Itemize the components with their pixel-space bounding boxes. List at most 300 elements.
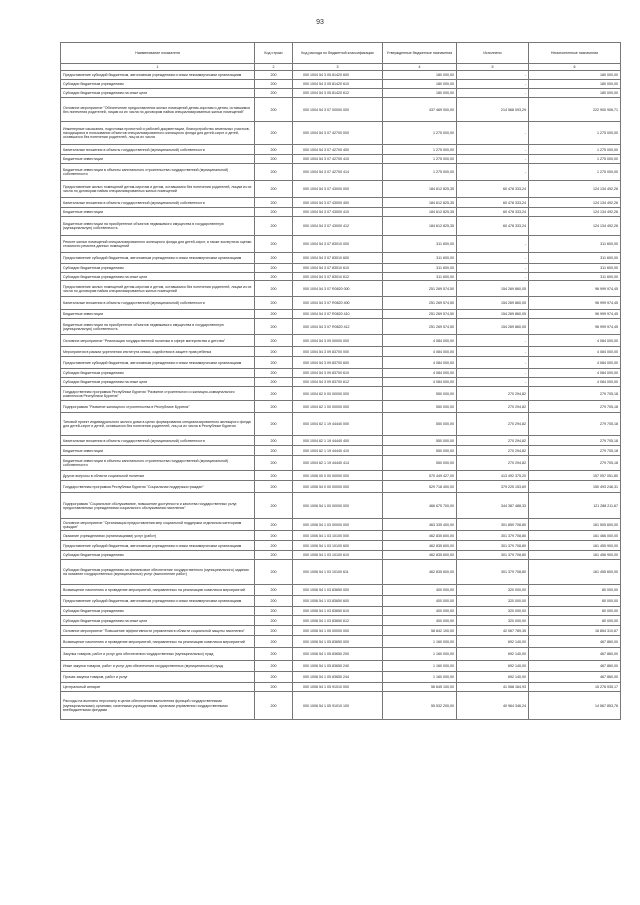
header-unexecuted: Неисполненные назначения [529, 43, 621, 64]
cell-line-code: 200 [255, 616, 293, 626]
cell-line-code: 200 [255, 281, 293, 297]
cell-name: Государственная программа Республики Бурятия "Развитие строительного и жилищно-коммунального комплексов Республики Бурятия" [61, 387, 255, 401]
cell-line-code: 200 [255, 481, 293, 493]
cell-executed: 60 478 333,24 [457, 208, 529, 217]
cell-line-code: 200 [255, 145, 293, 155]
cell-name: Мероприятия в рамках укрепления института семьи, содействия в защите прав ребенка [61, 347, 255, 357]
column-number: 2 [255, 64, 293, 71]
header-budget-code: Код расхода по бюджетной классификации [293, 43, 383, 64]
cell-line-code: 200 [255, 672, 293, 683]
column-number-row [61, 64, 621, 71]
cell-budget-code: 000 1004 54 3 09 83700 612 [293, 378, 383, 387]
cell-executed: 320 000,00 [457, 616, 529, 626]
cell-unexecuted: 180 000,00 [529, 80, 621, 89]
cell-unexecuted: 222 900 906,71 [529, 98, 621, 122]
table-row [61, 481, 621, 493]
cell-budget-code: 000 1004 54 3 09 83700 600 [293, 357, 383, 369]
table-row [61, 208, 621, 217]
cell-line-code: 200 [255, 436, 293, 446]
cell-approved: 251 269 574,50 [383, 310, 457, 319]
cell-line-code: 200 [255, 493, 293, 519]
cell-approved: 400 000,00 [383, 596, 457, 607]
table-row [61, 297, 621, 310]
table-row [61, 98, 621, 122]
cell-line-code: 200 [255, 335, 293, 347]
cell-approved: 550 000,00 [383, 413, 457, 436]
cell-executed: 692 140,00 [457, 672, 529, 683]
cell-budget-code: 000 1004 54 3 07 R0820 400 [293, 297, 383, 310]
cell-unexecuted: 124 134 492,26 [529, 217, 621, 236]
cell-name: Предоставление субсидий бюджетным, автономным учреждениям и иным некоммерческим организациям [61, 357, 255, 369]
cell-executed: 40 964 346,24 [457, 692, 529, 720]
cell-unexecuted: 124 134 492,26 [529, 181, 621, 198]
cell-executed: - [457, 273, 529, 281]
budget-execution-table [60, 42, 621, 720]
cell-name: Бюджетные инвестиции [61, 155, 255, 164]
cell-name: Бюджетные инвестиции [61, 446, 255, 456]
cell-budget-code: 000 1004 54 3 07 43000 412 [293, 217, 383, 236]
cell-line-code: 200 [255, 456, 293, 471]
table-row [61, 401, 621, 413]
cell-approved: 1 275 000,00 [383, 122, 457, 145]
cell-unexecuted: 180 000,00 [529, 71, 621, 80]
header-line-code: Код строки [255, 43, 293, 64]
cell-executed: 270 294,82 [457, 413, 529, 436]
cell-name: Закупка товаров, работ и услуг для обеспечения государственных (муниципальных) нужд [61, 648, 255, 661]
cell-approved: 1 275 000,00 [383, 155, 457, 164]
cell-budget-code: 000 1006 54 1 05 83650 000 [293, 636, 383, 648]
cell-unexecuted: 14 567 853,76 [529, 692, 621, 720]
cell-budget-code: 000 1006 54 1 05 91010 000 [293, 683, 383, 692]
cell-unexecuted: 4 084 000,00 [529, 335, 621, 347]
cell-unexecuted: 124 134 492,26 [529, 198, 621, 208]
cell-unexecuted: 80 000,00 [529, 616, 621, 626]
cell-budget-code: 000 1006 54 1 05 83650 240 [293, 661, 383, 672]
cell-line-code: 200 [255, 357, 293, 369]
column-number: 6 [529, 64, 621, 71]
table-row [61, 551, 621, 560]
cell-unexecuted: 1 275 000,00 [529, 164, 621, 181]
cell-name: Капитальные вложения в объекты государственной (муниципальной) собственности [61, 198, 255, 208]
cell-executed: - [457, 164, 529, 181]
cell-name: Расходы на выплаты персоналу в целях обеспечения выполнения функций государственными (муниципальными) органами, казенными учреждениями, органами управления государственными внебюджетными фондами [61, 692, 255, 720]
cell-unexecuted: 1 275 000,00 [529, 122, 621, 145]
table-row [61, 692, 621, 720]
cell-approved: 1 160 000,00 [383, 648, 457, 661]
cell-budget-code: 000 1004 54 3 09 83700 610 [293, 369, 383, 378]
cell-line-code: 200 [255, 155, 293, 164]
table-row [61, 626, 621, 636]
cell-approved: 311 600,00 [383, 264, 457, 273]
cell-executed: 154 269 860,05 [457, 281, 529, 297]
cell-unexecuted: 121 288 211,67 [529, 493, 621, 519]
cell-unexecuted: 180 000,00 [529, 89, 621, 98]
cell-name: Бюджетные инвестиции [61, 208, 255, 217]
cell-approved: 550 000,00 [383, 436, 457, 446]
table-row [61, 531, 621, 541]
cell-unexecuted: 161 455 900,00 [529, 541, 621, 551]
cell-budget-code: 000 1004 54 3 07 R0820 000 [293, 281, 383, 297]
cell-approved: 184 612 825,35 [383, 217, 457, 236]
table-row [61, 71, 621, 80]
cell-budget-code: 000 1004 62 1 19 44440 400 [293, 436, 383, 446]
cell-budget-code: 000 1006 54 1 03 10100 610 [293, 551, 383, 560]
cell-unexecuted: 124 134 492,26 [529, 208, 621, 217]
cell-approved: 570 449 427,00 [383, 471, 457, 481]
cell-approved: 400 000,00 [383, 607, 457, 616]
table-row [61, 198, 621, 208]
table-row [61, 596, 621, 607]
cell-line-code: 200 [255, 378, 293, 387]
cell-line-code: 200 [255, 297, 293, 310]
table-row [61, 253, 621, 264]
table-row [61, 456, 621, 471]
cell-budget-code: 000 1004 54 3 07 43000 400 [293, 198, 383, 208]
cell-executed: 379 225 153,69 [457, 481, 529, 493]
cell-unexecuted: 15 276 935,17 [529, 683, 621, 692]
cell-line-code: 200 [255, 607, 293, 616]
cell-unexecuted: 4 084 000,00 [529, 369, 621, 378]
cell-line-code: 200 [255, 71, 293, 80]
cell-name: Подпрограмма "Социальное обслуживание, повышение доступности и качества государственных услуг, предоставляемых учреждениями социального обслуживания населения" [61, 493, 255, 519]
table-row [61, 672, 621, 683]
cell-executed: 301 859 708,80 [457, 519, 529, 531]
cell-budget-code: 000 1006 54 1 05 83650 200 [293, 648, 383, 661]
cell-name: Государственная программа Республики Бурятия "Социальная поддержка граждан" [61, 481, 255, 493]
cell-line-code: 200 [255, 551, 293, 560]
cell-approved: 550 000,00 [383, 456, 457, 471]
cell-name: Основное мероприятие "Организация предоставления мер социальной поддержки отдельным категориям граждан" [61, 519, 255, 531]
cell-line-code: 200 [255, 80, 293, 89]
cell-line-code: 200 [255, 319, 293, 335]
cell-unexecuted: 161 505 600,00 [529, 519, 621, 531]
cell-line-code: 200 [255, 596, 293, 607]
cell-approved: 437 469 000,00 [383, 98, 457, 122]
cell-line-code: 200 [255, 273, 293, 281]
cell-line-code: 200 [255, 636, 293, 648]
cell-executed: - [457, 71, 529, 80]
cell-budget-code: 000 1004 54 3 07 43000 410 [293, 208, 383, 217]
cell-name: Подпрограмма "Развитие жилищного строительства в Республике Бурятия" [61, 401, 255, 413]
cell-approved: 180 000,00 [383, 80, 457, 89]
cell-approved: 1 160 000,00 [383, 661, 457, 672]
table-row [61, 89, 621, 98]
table-row [61, 585, 621, 596]
cell-name: Иные закупки товаров, работ и услуг для обеспечения государственных (муниципальных) нужд [61, 661, 255, 672]
cell-budget-code: 000 1006 54 1 03 83650 612 [293, 616, 383, 626]
cell-executed: - [457, 122, 529, 145]
cell-name: Предоставление субсидий бюджетным, автономным учреждениям и иным некоммерческим организациям [61, 596, 255, 607]
cell-budget-code: 000 1006 54 1 03 10100 000 [293, 531, 383, 541]
cell-executed: - [457, 357, 529, 369]
cell-unexecuted: 279 705,18 [529, 413, 621, 436]
cell-executed: 270 294,82 [457, 401, 529, 413]
cell-name: Субсидии бюджетным учреждениям [61, 551, 255, 560]
cell-unexecuted: 4 084 000,00 [529, 357, 621, 369]
cell-name: Бюджетные инвестиции в объекты капитального строительства государственной (муниципальной) собственности [61, 164, 255, 181]
cell-executed: 344 387 488,33 [457, 493, 529, 519]
cell-executed: 692 140,00 [457, 661, 529, 672]
cell-name: Бюджетные инвестиции на приобретение объектов недвижимого имущества в государственную (муниципальную) собственность [61, 319, 255, 335]
table-row [61, 378, 621, 387]
cell-budget-code: 000 1004 54 3 05 81420 610 [293, 80, 383, 89]
table-row [61, 236, 621, 253]
cell-approved: 180 000,00 [383, 71, 457, 80]
cell-budget-code: 000 1006 54 1 03 83650 610 [293, 607, 383, 616]
cell-name: Предоставление жилых помещений детям-сиротам и детям, оставшимся без попечения родителей, лицам из их числа по договорам найма специализированных жилых помещений [61, 281, 255, 297]
table-row [61, 607, 621, 616]
cell-budget-code: 000 1006 54 1 03 10100 611 [293, 560, 383, 585]
cell-approved: 466 675 700,00 [383, 493, 457, 519]
cell-name: Субсидии бюджетным учреждениям на иные цели [61, 378, 255, 387]
cell-approved: 529 718 400,00 [383, 481, 457, 493]
cell-unexecuted: 80 000,00 [529, 596, 621, 607]
cell-unexecuted: 4 084 000,00 [529, 378, 621, 387]
cell-executed: 154 269 860,05 [457, 310, 529, 319]
cell-budget-code: 000 1006 54 1 05 83650 244 [293, 672, 383, 683]
cell-name: Предоставление жилых помещений детям-сиротам и детям, оставшимся без попечения родителей, лицам из их числа по договорам найма специализированных жилых помещений [61, 181, 255, 198]
cell-unexecuted: 311 600,00 [529, 273, 621, 281]
cell-unexecuted: 467 860,00 [529, 636, 621, 648]
cell-unexecuted: 157 057 051,80 [529, 471, 621, 481]
cell-approved: 462 835 600,00 [383, 541, 457, 551]
cell-name: Основное мероприятие "Обеспечение предоставления жилых помещений детям-сиротам и детям, оставшимся без попечения родителей, лицам из их числа по договорам найма специализированных жилых помещений" [61, 98, 255, 122]
cell-name: Бюджетные инвестиции [61, 310, 255, 319]
cell-line-code: 200 [255, 401, 293, 413]
cell-approved: 400 000,00 [383, 585, 457, 596]
cell-line-code: 200 [255, 98, 293, 122]
cell-budget-code: 000 1004 62 1 19 44440 000 [293, 413, 383, 436]
cell-name: Субсидии бюджетным учреждениям на иные цели [61, 273, 255, 281]
cell-executed: 42 067 789,35 [457, 626, 529, 636]
cell-budget-code: 000 1004 54 3 07 42700 400 [293, 145, 383, 155]
table-row [61, 347, 621, 357]
cell-budget-code: 000 1004 54 3 07 R0820 412 [293, 319, 383, 335]
cell-name: Капитальные вложения в объекты государственной (муниципальной) собственности [61, 145, 255, 155]
cell-line-code: 200 [255, 519, 293, 531]
cell-approved: 4 084 000,00 [383, 369, 457, 378]
cell-unexecuted: 279 705,18 [529, 436, 621, 446]
cell-executed: - [457, 253, 529, 264]
table-row [61, 661, 621, 672]
cell-approved: 462 835 600,00 [383, 531, 457, 541]
cell-approved: 311 600,00 [383, 236, 457, 253]
cell-approved: 1 275 000,00 [383, 164, 457, 181]
table-row [61, 369, 621, 378]
cell-budget-code: 000 1006 54 1 03 10100 600 [293, 541, 383, 551]
cell-line-code: 200 [255, 471, 293, 481]
cell-executed: 270 294,82 [457, 436, 529, 446]
cell-executed: - [457, 155, 529, 164]
cell-approved: 400 000,00 [383, 616, 457, 626]
cell-executed: 320 000,00 [457, 607, 529, 616]
cell-executed: 60 478 333,24 [457, 198, 529, 208]
cell-name: Субсидии бюджетным учреждениям на иные цели [61, 89, 255, 98]
cell-executed: 692 140,00 [457, 648, 529, 661]
table-row [61, 155, 621, 164]
cell-budget-code: 000 1004 62 1 19 44440 414 [293, 456, 383, 471]
cell-approved: 4 084 000,00 [383, 347, 457, 357]
cell-line-code: 200 [255, 369, 293, 378]
header-approved: Утвержденные бюджетные назначения [383, 43, 457, 64]
cell-name: Другие вопросы в области социальной политики [61, 471, 255, 481]
cell-line-code: 200 [255, 661, 293, 672]
cell-line-code: 200 [255, 198, 293, 208]
cell-budget-code: 000 1004 62 0 00 00000 000 [293, 387, 383, 401]
cell-approved: 1 160 000,00 [383, 636, 457, 648]
cell-executed: - [457, 264, 529, 273]
cell-executed: 154 269 860,05 [457, 297, 529, 310]
cell-executed: - [457, 347, 529, 357]
column-number: 5 [457, 64, 529, 71]
cell-approved: 311 600,00 [383, 253, 457, 264]
cell-approved: 180 000,00 [383, 89, 457, 98]
table-row [61, 335, 621, 347]
cell-line-code: 200 [255, 560, 293, 585]
cell-budget-code: 000 1004 54 3 09 83700 000 [293, 347, 383, 357]
cell-name: Субсидии бюджетным учреждениям [61, 80, 255, 89]
table-row [61, 446, 621, 456]
cell-name: Возмещение населению и проведение мероприятий, направленных на реализацию комплекса мероприятий [61, 636, 255, 648]
cell-budget-code: 000 1004 54 3 07 43000 000 [293, 181, 383, 198]
table-row [61, 560, 621, 585]
cell-line-code: 200 [255, 164, 293, 181]
cell-budget-code: 000 1004 54 3 09 00000 000 [293, 335, 383, 347]
cell-name: Капитальные вложения в объекты государственной (муниципальной) собственности [61, 297, 255, 310]
cell-name: Предоставление субсидий бюджетным, автономным учреждениям и иным некоммерческим организациям [61, 71, 255, 80]
cell-unexecuted: 279 705,18 [529, 456, 621, 471]
cell-executed: 154 269 860,05 [457, 319, 529, 335]
cell-approved: 4 084 000,00 [383, 378, 457, 387]
cell-line-code: 200 [255, 310, 293, 319]
header-name: Наименование показателя [61, 43, 255, 64]
cell-line-code: 200 [255, 446, 293, 456]
cell-budget-code: 000 1004 54 3 07 83010 600 [293, 253, 383, 264]
cell-budget-code: 000 1004 54 3 07 R0820 410 [293, 310, 383, 319]
cell-budget-code: 000 1006 54 1 00 00000 000 [293, 493, 383, 519]
cell-unexecuted: 279 705,18 [529, 401, 621, 413]
cell-unexecuted: 161 456 900,00 [529, 551, 621, 560]
cell-line-code: 200 [255, 181, 293, 198]
cell-executed: 60 478 333,24 [457, 181, 529, 198]
table-row [61, 471, 621, 481]
cell-approved: 462 835 600,00 [383, 560, 457, 585]
table-row [61, 616, 621, 626]
table-row [61, 273, 621, 281]
cell-approved: 184 612 825,35 [383, 181, 457, 198]
cell-unexecuted: 96 999 974,45 [529, 281, 621, 297]
cell-approved: 56 645 100,00 [383, 683, 457, 692]
cell-approved: 311 600,00 [383, 273, 457, 281]
cell-unexecuted: 311 600,00 [529, 236, 621, 253]
table-row [61, 310, 621, 319]
cell-unexecuted: 80 000,00 [529, 585, 621, 596]
table-row [61, 264, 621, 273]
table-row [61, 541, 621, 551]
cell-line-code: 200 [255, 89, 293, 98]
cell-name: Бюджетные инвестиции в объекты капитального строительства государственной (муниципальной) собственности [61, 456, 255, 471]
cell-executed: - [457, 369, 529, 378]
cell-budget-code: 000 1006 54 1 05 00000 000 [293, 626, 383, 636]
cell-approved: 184 612 825,35 [383, 198, 457, 208]
cell-executed: 41 068 164,93 [457, 683, 529, 692]
cell-executed: 413 492 375,20 [457, 471, 529, 481]
cell-budget-code: 000 1004 54 3 07 83010 000 [293, 236, 383, 253]
cell-name: Субсидии бюджетным учреждениям [61, 369, 255, 378]
cell-unexecuted: 161 455 600,00 [529, 560, 621, 585]
cell-line-code: 200 [255, 541, 293, 551]
cell-unexecuted: 96 999 974,45 [529, 319, 621, 335]
cell-name: Субсидии бюджетным учреждениям [61, 607, 255, 616]
cell-executed: 301 379 708,80 [457, 531, 529, 541]
cell-budget-code: 000 1004 62 1 19 44440 410 [293, 446, 383, 456]
cell-line-code: 200 [255, 122, 293, 145]
cell-name: Ремонт жилых помещений специализированного жилищного фонда для детей-сирот, а также экспертиза оценки стоимости ремонта данных помещений [61, 236, 255, 253]
table-row [61, 493, 621, 519]
cell-budget-code: 000 1004 54 3 07 83010 612 [293, 273, 383, 281]
cell-executed: 320 000,00 [457, 585, 529, 596]
cell-budget-code: 000 1006 54 1 05 91010 100 [293, 692, 383, 720]
cell-unexecuted: 80 000,00 [529, 607, 621, 616]
table-row [61, 683, 621, 692]
cell-line-code: 200 [255, 347, 293, 357]
cell-line-code: 200 [255, 692, 293, 720]
cell-executed: 301 379 708,80 [457, 551, 529, 560]
table-row [61, 164, 621, 181]
cell-approved: 550 000,00 [383, 387, 457, 401]
cell-unexecuted: 150 493 246,31 [529, 481, 621, 493]
cell-unexecuted: 467 860,00 [529, 661, 621, 672]
cell-approved: 4 084 000,00 [383, 335, 457, 347]
table-row [61, 181, 621, 198]
cell-executed: 60 478 333,24 [457, 217, 529, 236]
cell-budget-code: 000 1006 54 0 00 00000 000 [293, 481, 383, 493]
table-row [61, 281, 621, 297]
cell-name: Бюджетные инвестиции на приобретение объектов недвижимого имущества в государственную (муниципальную) собственность [61, 217, 255, 236]
cell-approved: 1 160 000,00 [383, 672, 457, 683]
table-row [61, 122, 621, 145]
cell-line-code: 200 [255, 217, 293, 236]
cell-name: Центральный аппарат [61, 683, 255, 692]
cell-line-code: 200 [255, 236, 293, 253]
column-number: 4 [383, 64, 457, 71]
table-row [61, 436, 621, 446]
cell-unexecuted: 311 600,00 [529, 253, 621, 264]
cell-line-code: 200 [255, 683, 293, 692]
cell-unexecuted: 1 275 000,00 [529, 155, 621, 164]
cell-budget-code: 000 1006 54 1 03 83650 000 [293, 585, 383, 596]
cell-approved: 463 335 400,00 [383, 519, 457, 531]
cell-unexecuted: 96 999 974,45 [529, 297, 621, 310]
cell-line-code: 200 [255, 531, 293, 541]
header-executed: Исполнено [457, 43, 529, 64]
cell-executed: 301 379 708,80 [457, 541, 529, 551]
cell-line-code: 200 [255, 413, 293, 436]
cell-line-code: 200 [255, 648, 293, 661]
cell-name: Субсидии бюджетным учреждениям на финансовое обеспечение государственного (муниципального) задания на оказание государственных (муниципальных) услуг (выполнение работ) [61, 560, 255, 585]
cell-approved: 251 269 574,50 [383, 297, 457, 310]
table-row [61, 519, 621, 531]
cell-executed: - [457, 335, 529, 347]
cell-approved: 1 275 000,00 [383, 145, 457, 155]
table-row [61, 217, 621, 236]
cell-name: Оказание учреждениями (организациями) услуг (работ) [61, 531, 255, 541]
cell-approved: 251 269 574,50 [383, 319, 457, 335]
table-row [61, 145, 621, 155]
cell-unexecuted: 16 854 310,67 [529, 626, 621, 636]
cell-budget-code: 000 1004 54 3 05 81420 612 [293, 89, 383, 98]
cell-executed: 270 294,82 [457, 446, 529, 456]
